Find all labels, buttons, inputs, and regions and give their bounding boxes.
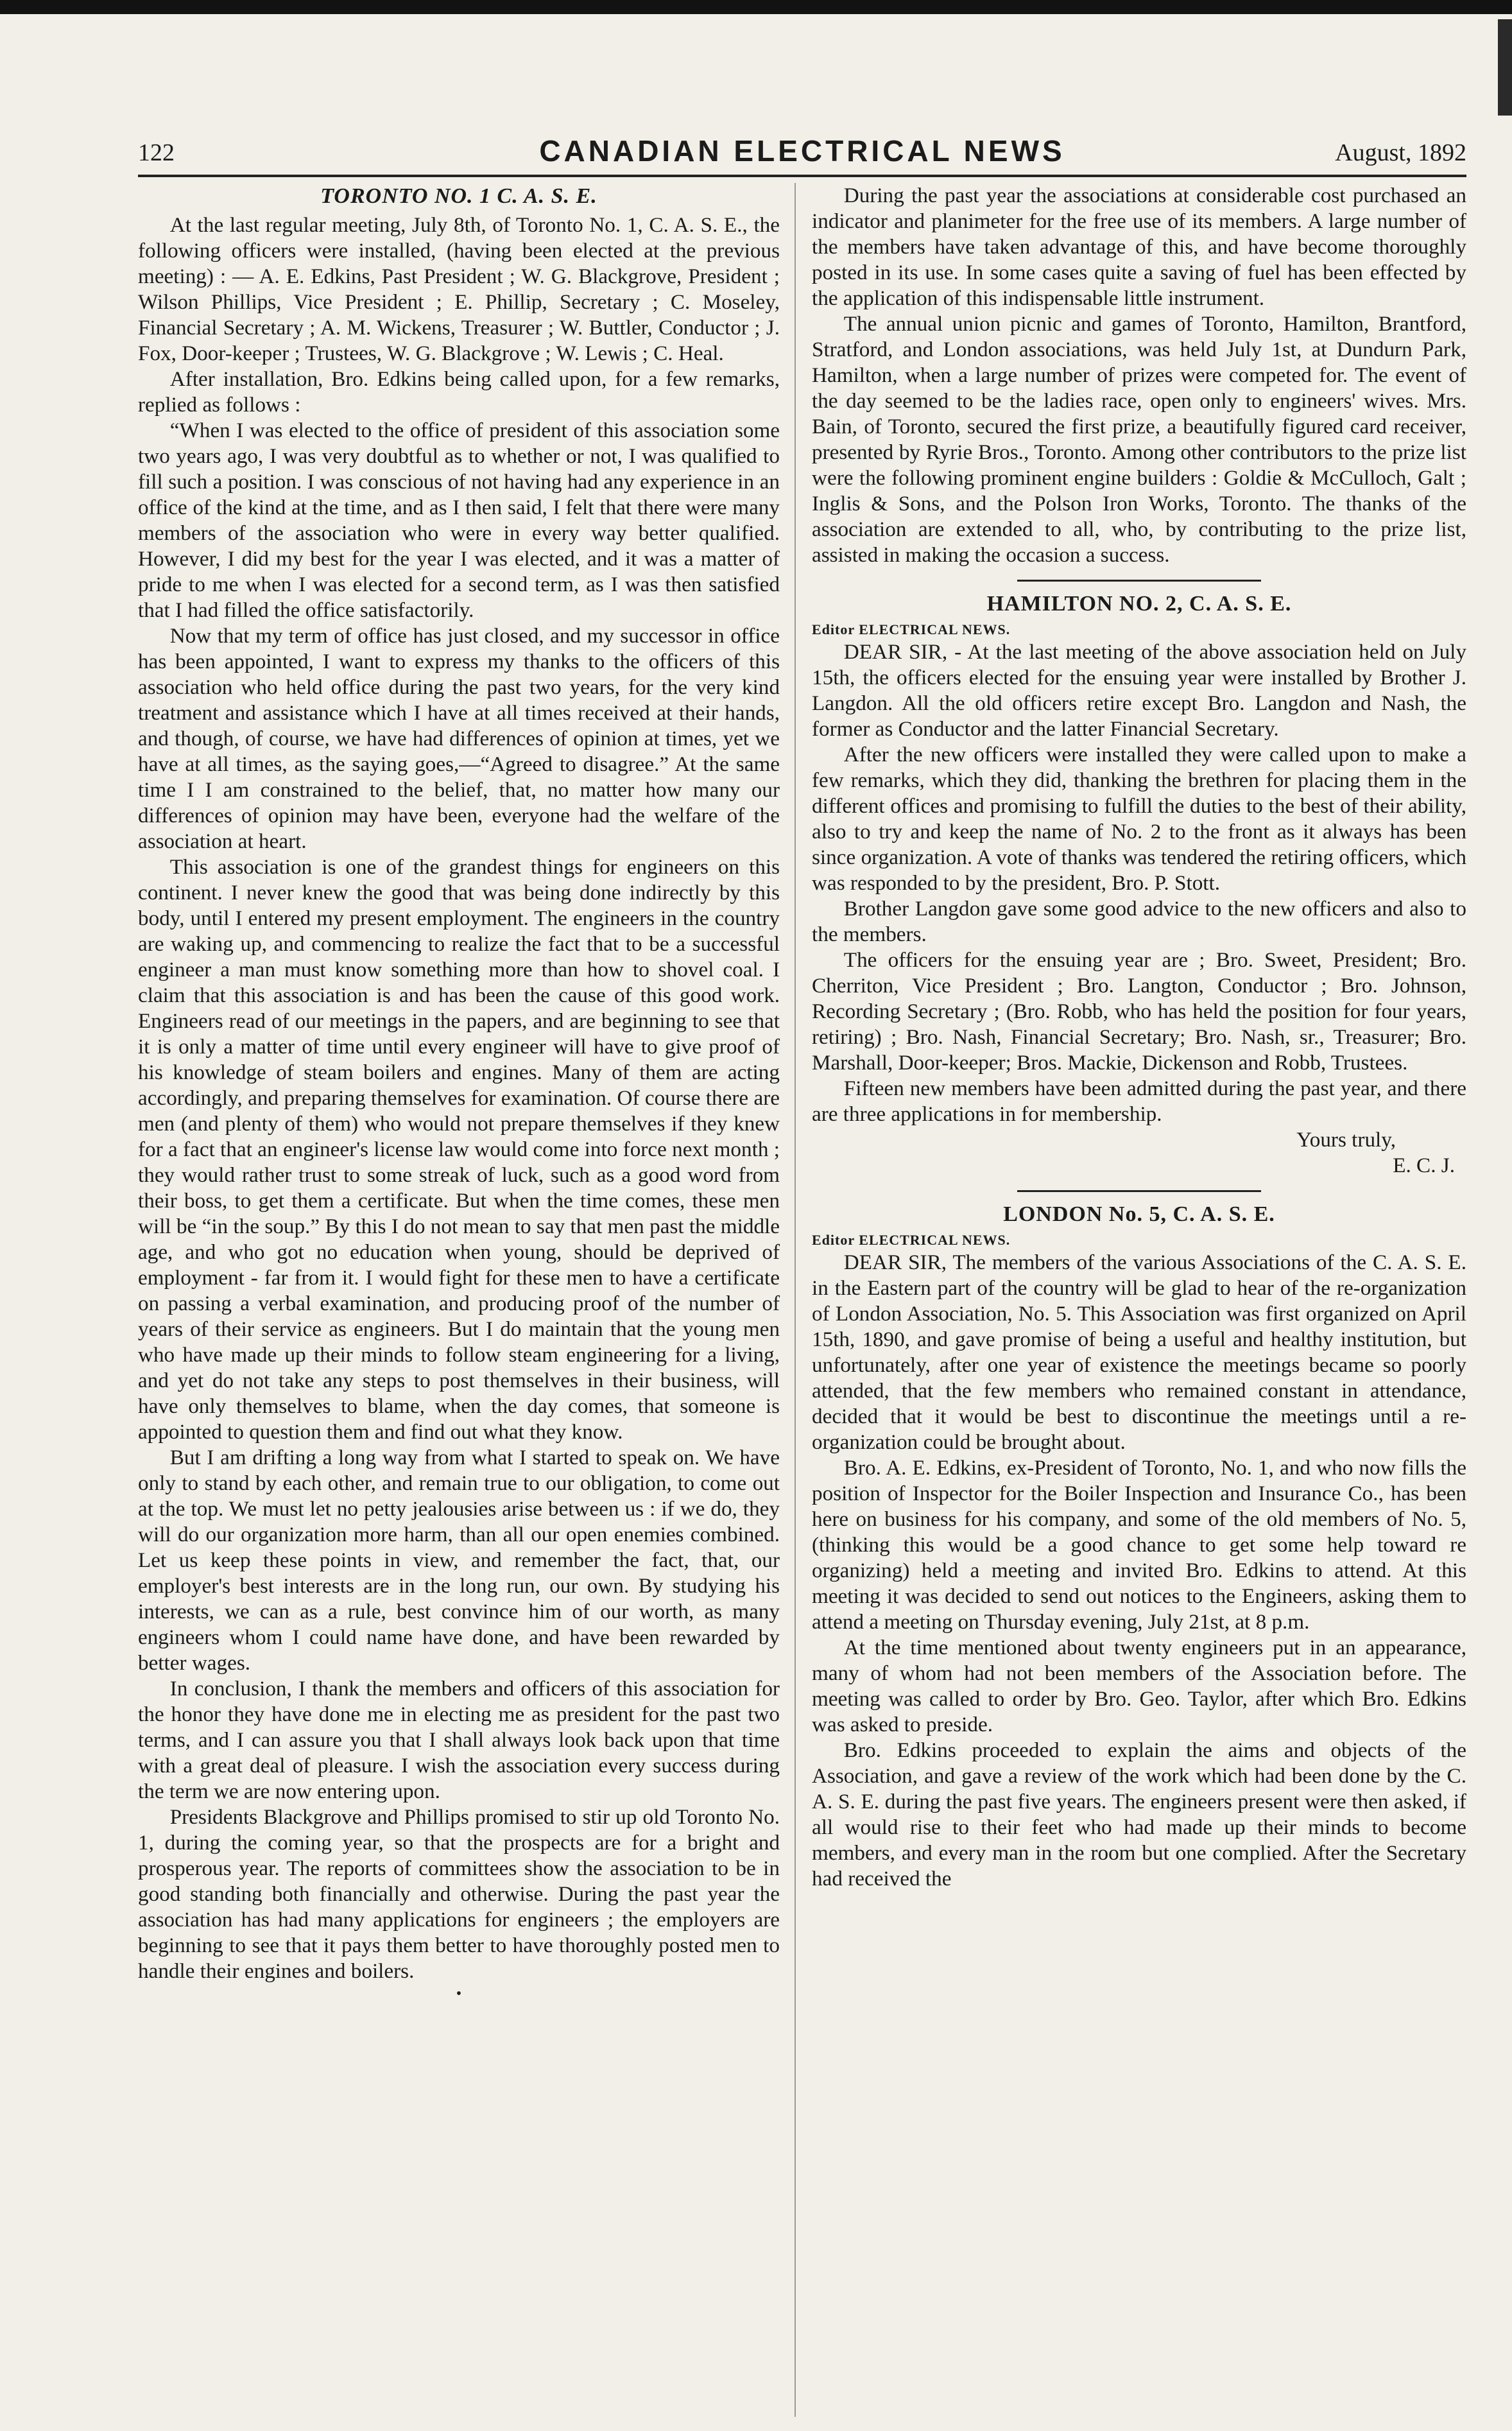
toronto-paragraph-8: Presidents Blackgrove and Phillips promised to stir up old Toronto No. 1, during the coming year, so that the prospects are for a bright and prosperous year. The reports of committees show the association to be in good standing both financially and otherwise. During the past year the association has had many applications for engineers ; the employers are beginning to see that it pays them better to have thoroughly posted men to handle their engines and boilers.: [138, 1805, 780, 1983]
toronto-paragraph-10: The annual union picnic and games of Toronto, Hamilton, Brantford, Stratford, and London associations, was held July 1st, at Dundurn Park, Hamilton, when a large number of prizes were competed for. The event of the day seemed to be the ladies race, open only to engineers' wives. Mrs. Bain, of Toronto, secured the first prize, a beautifully figured card receiver, presented by Ryrie Bros., Toronto. Among other contributors to the prize list were the following prominent engine builders : Goldie & McCulloch, Galt ; Inglis & Sons, and the Polson Iron Works, Toronto. The thanks of the association are extended to all, who, by contributing to the prize list, assisted in making the occasion a success.: [812, 312, 1466, 567]
header-rule: [138, 175, 1466, 177]
hamilton-paragraph-5: Fifteen new members have been admitted during the past year, and there are three applications in for membership.: [812, 1077, 1466, 1126]
toronto-paragraph-4: Now that my term of office has just closed, and my successor in office has been appointed, I want to express my thanks to the officers of this association who held office during the past two years, for the very kind treatment and assistance which I have at all times received at their hands, and though, of course, we have had differences of opinion at times, yet we have at all times, as the saying goes,—“Agreed to disagree.” At the same time I I am constrained to the belief, that, no matter how many our differences of opinion may have been, everyone had the welfare of the association at heart.: [138, 624, 780, 853]
masthead-title: CANADIAN ELECTRICAL NEWS: [539, 134, 1065, 168]
hamilton-section-title: HAMILTON NO. 2, C. A. S. E.: [986, 592, 1292, 616]
london-section-title: LONDON No. 5, C. A. S. E.: [1003, 1202, 1275, 1226]
hamilton-paragraph-4: The officers for the ensuing year are ; Bro. Sweet, President; Bro. Cherriton, Vice President ; Bro. Langton, Conductor ; Bro. Johnson, Recording Secretary ; (Bro. Robb, who has held the position for four years, retiring) ; Bro. Nash, Financial Secretary; Bro. Nash, sr., Treasurer; Bro. Marshall, Door-keeper; Bros. Mackie, Dickenson and Robb, Trustees.: [812, 948, 1466, 1075]
right-column: [812, 183, 1466, 1892]
hamilton-paragraph-3: Brother Langdon gave some good advice to the new officers and also to the members.: [812, 897, 1466, 946]
london-paragraph-4: Bro. Edkins proceeded to explain the aims and objects of the Association, and gave a review of the work which had been done by the C. A. S. E. during the past five years. The engineers present were then asked, if all would rise to their feet who had made up their minds to become members, and every man in the room but one complied. After the Secretary had received the: [812, 1738, 1466, 1890]
toronto-paragraph-5: This association is one of the grandest things for engineers on this continent. I never knew the good that was being done indirectly by this body, until I entered my present employment. The engineers in the country are waking up, and commencing to realize the fact that to be a successful engineer a man must know something more than how to shovel coal. I claim that this association is and has been the cause of this good work. Engineers read of our meetings in the papers, and are beginning to see that it is only a matter of time until every engineer will have to give proof of his knowledge of steam boilers and engines. Many of them are acting accordingly, and preparing themselves for examination. Of course there are men (and plenty of them) who would not prepare themselves if they knew for a fact that an engineer's license law would come into force next month ; they would rather trust to some streak of luck, such as a good word from their boss, to get them a certificate. But when the time comes, these men will be “in the soup.” By this I do not mean to say that men past the middle age, and who got no education when young, should be deprived of employment - far from it. I would fight for these men to have a certificate on passing a verbal examination, and producing proof of the number of years of their service as engineers. But I do maintain that the young men who have made up their minds to follow steam engineering for a living, and yet do not take any steps to post themselves in their business, will have only themselves to blame, when the day comes, that someone is appointed to question them and find out what they know.: [138, 855, 780, 1444]
footer-mark: •: [456, 1985, 462, 2002]
toronto-paragraph-6: But I am drifting a long way from what I started to speak on. We have only to stand by each other, and remain true to our obligation, to come out at the top. We must let no petty jealousies arise between us : if we do, they will do our organization more harm, than all our open enemies combined. Let us keep these points in view, and remember the fact, that, our employer's best interests are in the long run, our own. By studying his interests, we can as a rule, best convince him of our worth, as many engineers whom I could name have done, and have been rewarded by better wages.: [138, 1446, 780, 1675]
left-column: [138, 183, 780, 2003]
hamilton-byline: Editor ELECTRICAL NEWS.: [812, 621, 1011, 637]
toronto-paragraph-3: “When I was elected to the office of president of this association some two years ago, I was very doubtful as to whether or not, I was qualified to fill such a position. I was conscious of not having had any experience in an office of the kind at the time, and as I then said, I felt that there were many members of the association who were in every way better qualified. However, I did my best for the year I was elected, and it was a matter of pride to me when I was elected for a second term, as I was then satisfied that I had filled the office satisfactorily.: [138, 419, 780, 622]
page-header: [138, 134, 1466, 172]
hamilton-signature: E. C. J.: [1393, 1154, 1455, 1177]
page-number: 122: [138, 139, 175, 166]
column-divider: [795, 183, 796, 2417]
toronto-paragraph-1: At the last regular meeting, July 8th, of Toronto No. 1, C. A. S. E., the following officers were installed, (having been elected at the previous meeting) : — A. E. Edkins, Past President ; W. G. Blackgrove, President ; Wilson Phillips, Vice President ; E. Phillip, Secretary ; C. Moseley, Financial Secretary ; A. M. Wickens, Treasurer ; W. Buttler, Conductor ; J. Fox, Door-keeper ; Trustees, W. G. Blackgrove ; W. Lewis ; C. Heal.: [138, 213, 780, 365]
top-border-rule: [0, 0, 1512, 14]
hamilton-paragraph-2: After the new officers were installed they were called upon to make a few remarks, which they did, thanking the brethren for placing them in the different offices and promising to fulfill the duties to the best of their ability, also to try and keep the name of No. 2 to the front as it always has been since organization. A vote of thanks was tendered the retiring officers, which was responded to by the president, Bro. P. Stott.: [812, 743, 1466, 895]
london-byline: Editor ELECTRICAL NEWS.: [812, 1232, 1011, 1248]
section-separator: [1017, 1190, 1261, 1192]
issue-date: August, 1892: [1335, 139, 1466, 166]
hamilton-closing: Yours truly,: [1296, 1128, 1396, 1152]
toronto-paragraph-9: During the past year the associations at considerable cost purchased an indicator and planimeter for the free use of its members. A large number of the members have taken advantage of this, and have become thoroughly posted in its use. In some cases quite a saving of fuel has been effected by the application of this indispensable little instrument.: [812, 184, 1466, 310]
hamilton-paragraph-1: DEAR SIR, - At the last meeting of the above association held on July 15th, the officers elected for the ensuing year were installed by Brother J. Langdon. All the old officers retire except Bro. Langdon and Nash, the former as Conductor and the latter Financial Secretary.: [812, 640, 1466, 741]
london-paragraph-2: Bro. A. E. Edkins, ex-President of Toronto, No. 1, and who now fills the position of Inspector for the Boiler Inspection and Insurance Co., has been here on business for his company, and some of the old members of No. 5, (thinking this would be a good chance to get some help toward re organizing) held a meeting and invited Bro. Edkins to attend. At this meeting it was decided to send out notices to the Engineers, asking them to attend a meeting on Thursday evening, July 21st, at 8 p.m.: [812, 1456, 1466, 1634]
toronto-paragraph-7: In conclusion, I thank the members and officers of this association for the honor they have done me in electing me as president for the past two terms, and I can assure you that I shall always look back upon that time with a great deal of pleasure. I wish the association every success during the term we are now entering upon.: [138, 1677, 780, 1803]
toronto-section-title: TORONTO NO. 1 C. A. S. E.: [320, 184, 597, 208]
toronto-paragraph-2: After installation, Bro. Edkins being called upon, for a few remarks, replied as follows :: [138, 367, 780, 417]
section-separator: [1017, 580, 1261, 582]
london-paragraph-1: DEAR SIR, The members of the various Associations of the C. A. S. E. in the Eastern part of the country will be glad to hear of the re-organization of London Association, No. 5. This Association was first organized on April 15th, 1890, and gave promise of being a useful and healthy institution, but unfortunately, after one year of existence the meetings became so poorly attended, that the few members who remained constant in attendance, decided that it would be best to discontinue the meetings until a re-organization could be brought about.: [812, 1250, 1466, 1454]
page-edge-mark: [1498, 19, 1512, 116]
london-paragraph-3: At the time mentioned about twenty engineers put in an appearance, many of whom had not been members of the Association before. The meeting was called to order by Bro. Geo. Taylor, after which Bro. Edkins was asked to preside.: [812, 1636, 1466, 1736]
